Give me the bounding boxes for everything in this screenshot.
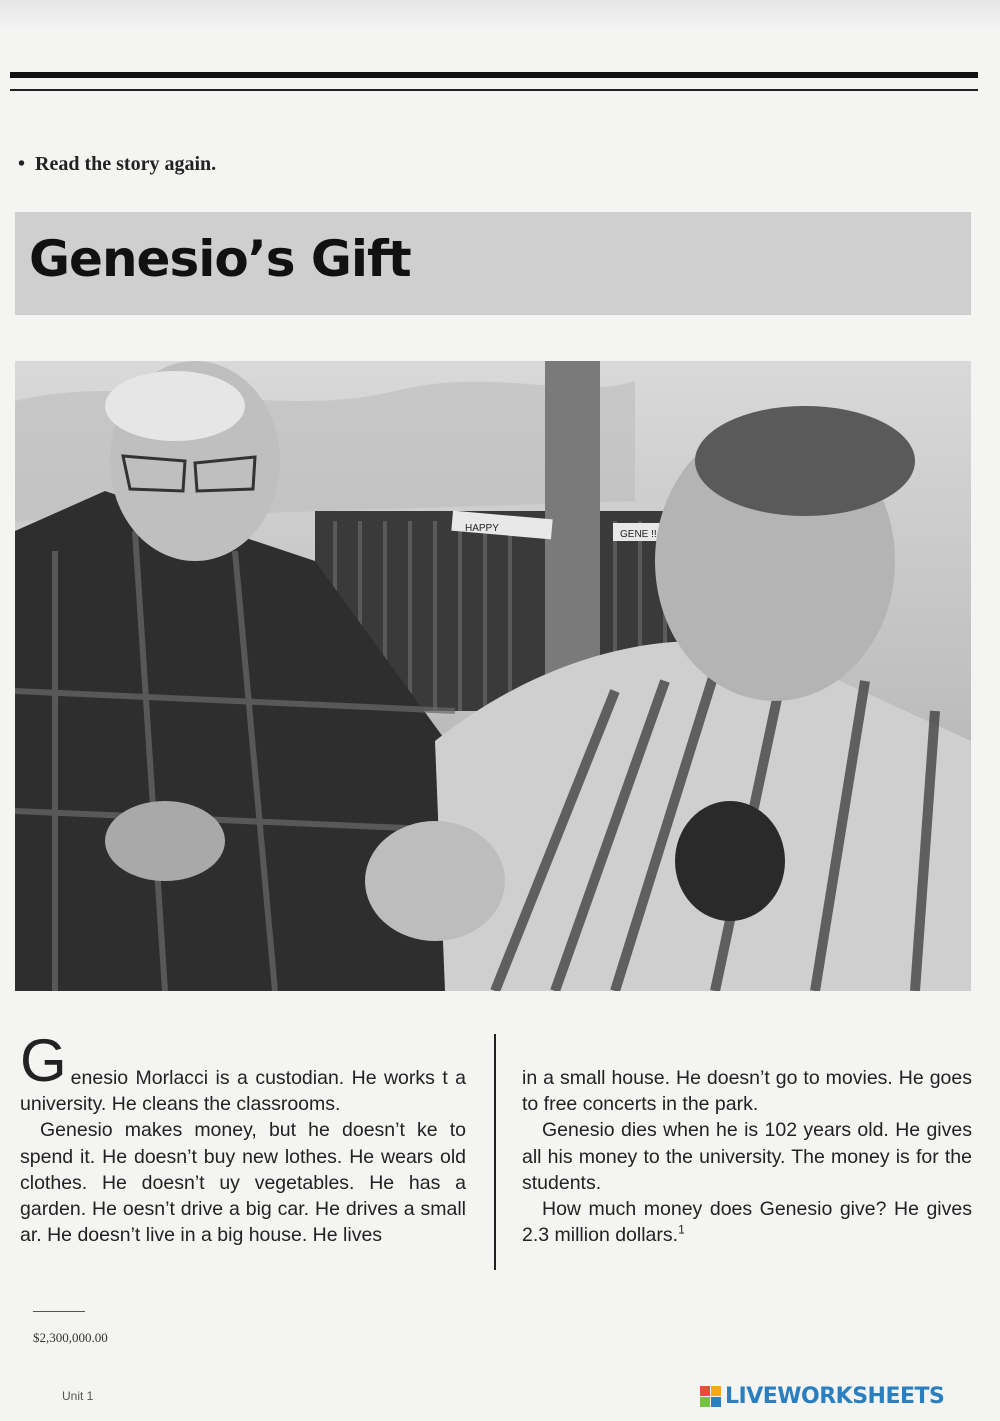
story-column-left: [20, 1027, 466, 1248]
story-paragraph-4: Genesio dies when he is 102 years old. He gives all his money to the university. The money is for the students.: [522, 1119, 972, 1194]
story-title: Genesio’s Gift: [29, 230, 411, 288]
story-paragraph-5: How much money does Genesio give? He gives 2.3 million dollars.$^1$: [522, 1198, 972, 1247]
story-paragraph-2: Genesio makes money, but he doesn’t ke to spend it. He doesn’t buy new lothes. He wears old clothes. He doesn’t uy vegetables. He has a garden. He oesn’t drive a big car. He drives a small ar. He doesn’t live in a big house. He lives: [20, 1119, 466, 1247]
header-rule-thick: [10, 72, 978, 78]
top-edge-strip: [0, 0, 1000, 26]
brand-name: LIVEWORKSHEETS: [725, 1384, 945, 1409]
banner-text-left: HAPPY: [465, 523, 499, 534]
instruction: [18, 153, 216, 176]
unit-label: Unit 1: [62, 1389, 94, 1403]
bullet-icon: •: [18, 153, 26, 175]
story-paragraph-1: Genesio Morlacci is a custodian. He works t a university. He cleans the classrooms.: [20, 1027, 466, 1116]
column-divider: [494, 1034, 496, 1270]
liveworksheets-brand[interactable]: [700, 1384, 944, 1409]
liveworksheets-logo-icon: [700, 1386, 721, 1407]
two-elderly-men-photo: [15, 361, 971, 991]
banner-text-right: GENE !!: [620, 529, 657, 540]
drop-cap: G: [20, 1027, 67, 1094]
footnote-rule: [33, 1311, 85, 1312]
footnote-marker: 1: [678, 1222, 685, 1237]
instruction-text: Read the story again.: [35, 153, 217, 175]
title-banner: [15, 212, 971, 315]
header-rule-thin: [10, 89, 978, 91]
story-column-right: [522, 1065, 972, 1248]
story-paragraph-3: in a small house. He doesn’t go to movies. He goes to free concerts in the park.: [522, 1067, 972, 1116]
story-photo: [15, 361, 971, 991]
footnote: $2,300,000.00: [33, 1330, 108, 1345]
